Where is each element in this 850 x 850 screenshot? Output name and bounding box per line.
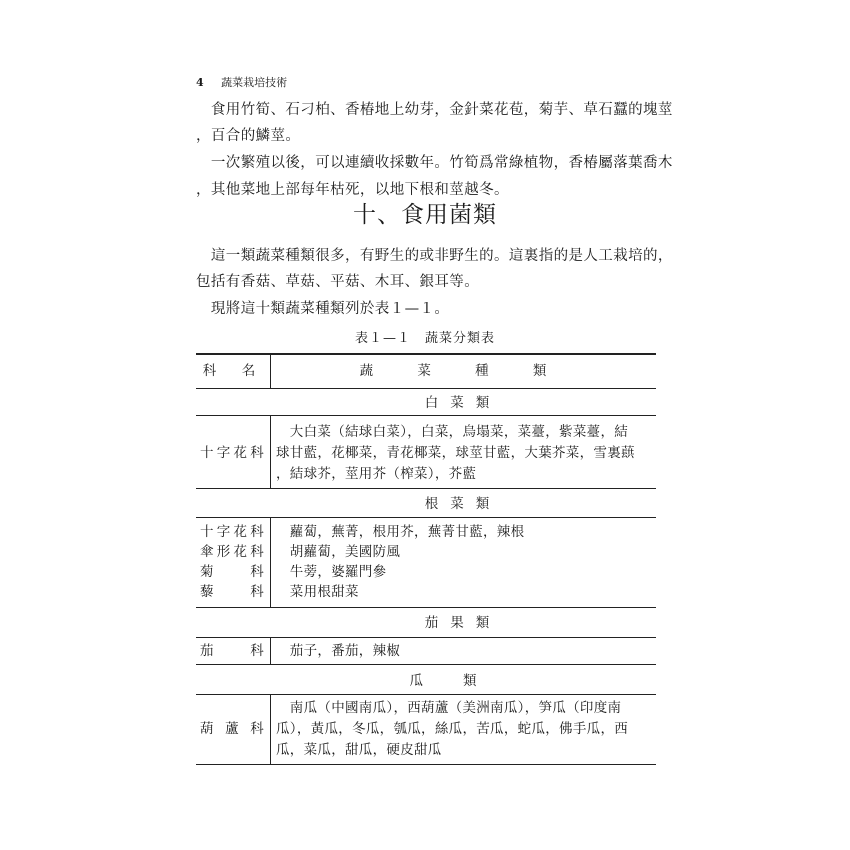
table-rule bbox=[196, 607, 656, 608]
group-heading: 白菜類 bbox=[424, 395, 502, 411]
family-cell: 菊科 bbox=[200, 564, 264, 580]
body-line: 現將這十類蔬菜種類列於表１—１。 bbox=[196, 301, 450, 317]
species-line: 大白菜（結球白菜），白菜，烏塌菜，菜薹，紫菜薹，結 bbox=[276, 424, 629, 440]
table-rule bbox=[196, 415, 656, 416]
column-header-family: 科 名 bbox=[202, 363, 262, 379]
table-divider bbox=[270, 355, 271, 388]
family-cell: 十字花科 bbox=[200, 524, 264, 540]
family-cell: 葫蘆科 bbox=[200, 721, 264, 737]
column-header-species: 蔬 菜 種 類 bbox=[359, 363, 567, 379]
body-line: 包括有香菇、草菇、平菇、木耳、銀耳等。 bbox=[196, 274, 480, 290]
body-line: 一次繁殖以後，可以連續收採數年。竹筍爲常綠植物，香椿屬落葉喬木 bbox=[196, 155, 673, 171]
group-heading: 根菜類 bbox=[424, 496, 502, 512]
table-rule bbox=[196, 694, 656, 695]
body-line: 這一類蔬菜種類很多，有野生的或非野生的。這裏指的是人工栽培的， bbox=[196, 248, 673, 264]
species-line: 南瓜（中國南瓜），西葫蘆（美洲南瓜），笋瓜（印度南 bbox=[276, 700, 622, 716]
species-line: 胡蘿蔔，美國防風 bbox=[276, 544, 401, 560]
table-rule bbox=[196, 388, 656, 389]
species-line: ，結球芥，莖用芥（榨菜），芥藍 bbox=[276, 466, 477, 482]
body-line: ，其他菜地上部每年枯死，以地下根和莖越冬。 bbox=[196, 182, 509, 198]
table-divider bbox=[270, 638, 271, 664]
table-divider bbox=[270, 518, 271, 607]
table-rule bbox=[196, 353, 656, 355]
running-header bbox=[196, 76, 287, 90]
table-divider bbox=[270, 416, 271, 488]
species-line: 瓜），黃瓜，冬瓜，瓠瓜，絲瓜，苦瓜，蛇瓜，佛手瓜，西 bbox=[276, 721, 629, 737]
species-line: 球甘藍，花椰菜，青花椰菜，球莖甘藍，大葉芥菜，雪裏蕻 bbox=[276, 445, 635, 461]
section-heading: 十、食用菌類 bbox=[353, 202, 497, 228]
table-rule bbox=[196, 517, 656, 518]
species-line: 蘿蔔，蕪菁，根用芥，蕪菁甘藍，辣根 bbox=[276, 524, 525, 540]
species-line: 茄子，番茄，辣椒 bbox=[276, 643, 401, 659]
body-line: ，百合的鱗莖。 bbox=[196, 128, 301, 144]
species-line: 瓜，菜瓜，甜瓜，硬皮甜瓜 bbox=[276, 742, 442, 758]
family-cell: 茄科 bbox=[200, 643, 264, 659]
table-rule bbox=[196, 488, 656, 489]
table-divider bbox=[270, 695, 271, 764]
group-heading: 茄果類 bbox=[424, 615, 502, 631]
family-cell: 藜科 bbox=[200, 584, 264, 600]
group-heading: 瓜類 bbox=[409, 673, 517, 689]
body-line: 食用竹筍、石刁柏、香椿地上幼芽，金針菜花苞，菊芋、草石蠶的塊莖 bbox=[196, 102, 673, 118]
table-rule bbox=[196, 637, 656, 638]
table-rule bbox=[196, 664, 656, 665]
page-number: 4 bbox=[196, 76, 204, 89]
table-rule bbox=[196, 764, 656, 765]
table-caption: 表１—１ 蔬菜分類表 bbox=[354, 331, 495, 346]
species-line: 菜用根甜菜 bbox=[276, 584, 359, 600]
family-cell: 傘形花科 bbox=[200, 544, 264, 560]
book-title: 蔬菜栽培技術 bbox=[221, 76, 288, 89]
species-line: 牛蒡，婆羅門參 bbox=[276, 564, 387, 580]
family-cell: 十字花科 bbox=[200, 445, 264, 461]
